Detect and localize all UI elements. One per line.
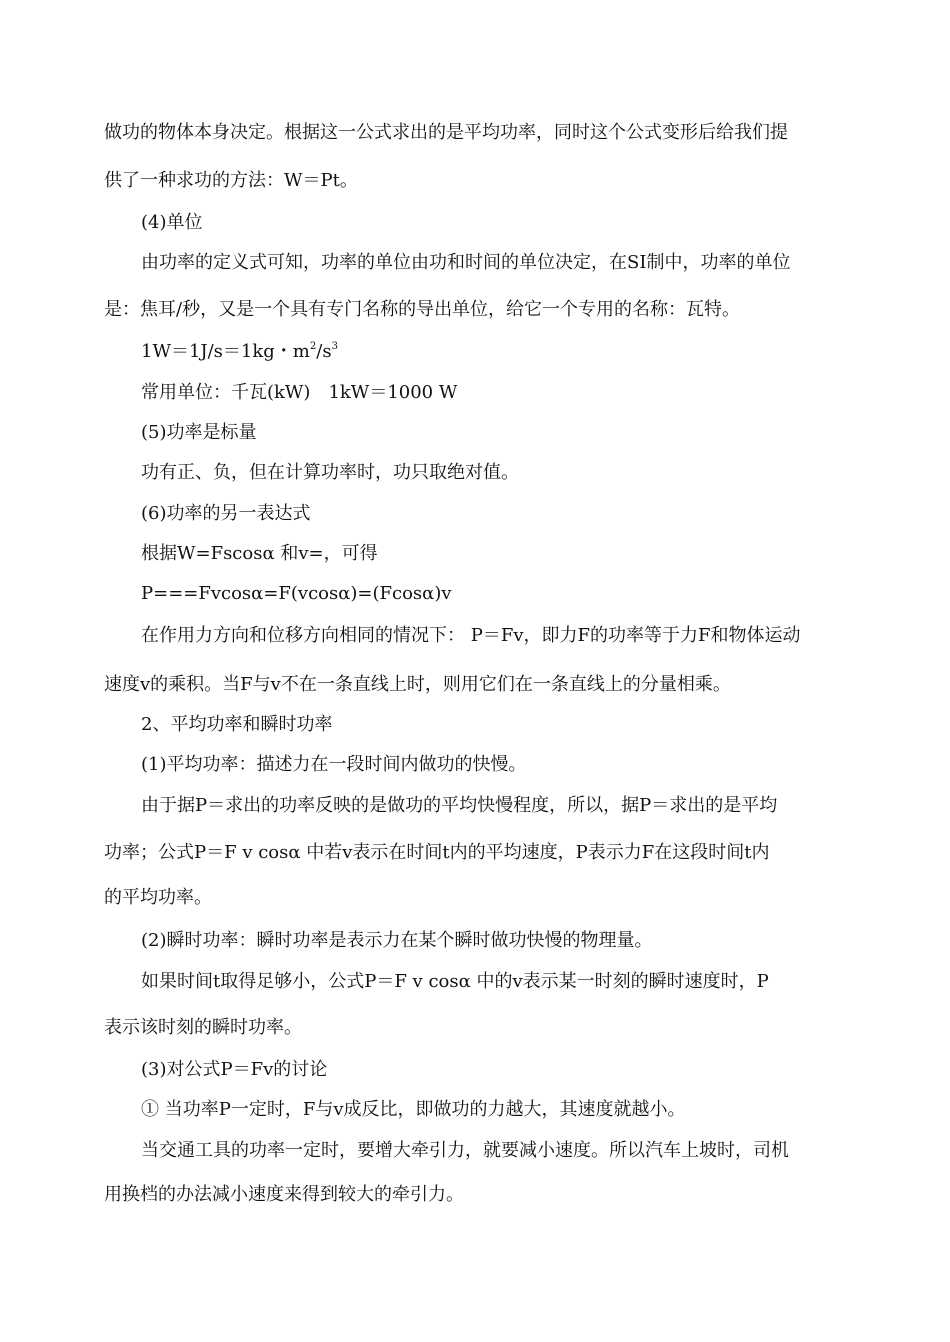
formula-part: 1W＝1J/s＝1kg・m (141, 341, 310, 362)
text-line: (2)瞬时功率：瞬时功率是表示力在某个瞬时做功快慢的物理量。 (141, 930, 653, 951)
text-line: 功有正、负，但在计算功率时，功只取绝对值。 (141, 462, 519, 483)
text-line: 功率；公式P＝F v cosα 中若v表示在时间t内的平均速度，P表示力F在这段时间t内 (104, 842, 770, 863)
section-heading: (4)单位 (141, 212, 203, 233)
text-line: 做功的物体本身决定。根据这一公式求出的是平均功率，同时这个公式变形后给我们提 (104, 122, 788, 143)
text-line: 常用单位：千瓦(kW) 1kW＝1000 W (141, 382, 458, 403)
text-line: 在作用力方向和位移方向相同的情况下： P＝Fv，即力F的功率等于力F和物体运动 (141, 625, 801, 646)
text-line: (1)平均功率：描述力在一段时间内做功的快慢。 (141, 754, 527, 775)
unit-formula-line (141, 340, 338, 364)
text-line: 是：焦耳/秒，又是一个具有专门名称的导出单位，给它一个专用的名称：瓦特。 (104, 299, 741, 320)
superscript: 3 (331, 341, 338, 352)
text-line: 表示该时刻的瞬时功率。 (104, 1017, 302, 1038)
superscript: 2 (309, 341, 317, 352)
formula-line: P===Fvcosα=F(vcosα)=(Fcosα)v (141, 583, 452, 604)
text-line: ① 当功率P一定时，F与v成反比，即做功的力越大，其速度就越小。 (141, 1099, 686, 1120)
section-heading: (3)对公式P＝Fv的讨论 (141, 1059, 328, 1080)
text-line: 用换档的办法减小速度来得到较大的牵引力。 (104, 1184, 464, 1205)
section-heading: 2、平均功率和瞬时功率 (141, 714, 333, 735)
text-line: 速度v的乘积。当F与v不在一条直线上时，则用它们在一条直线上的分量相乘。 (104, 674, 731, 695)
text-line: 根据W=Fscosα 和v=，可得 (141, 543, 378, 564)
text-line: 当交通工具的功率一定时，要增大牵引力，就要减小速度。所以汽车上坡时，司机 (141, 1140, 789, 1161)
text-line: 如果时间t取得足够小，公式P＝F v cosα 中的v表示某一时刻的瞬时速度时，P (141, 971, 769, 992)
text-line: 由功率的定义式可知，功率的单位由功和时间的单位决定，在SI制中，功率的单位 (141, 252, 791, 273)
section-heading: (6)功率的另一表达式 (141, 503, 311, 524)
formula-part: /s (316, 341, 332, 362)
text-line: 的平均功率。 (104, 887, 212, 908)
text-line: 由于据P＝求出的功率反映的是做功的平均快慢程度，所以，据P＝求出的是平均 (141, 795, 778, 816)
text-line: 供了一种求功的方法：W＝Pt。 (104, 170, 358, 191)
section-heading: (5)功率是标量 (141, 422, 257, 443)
